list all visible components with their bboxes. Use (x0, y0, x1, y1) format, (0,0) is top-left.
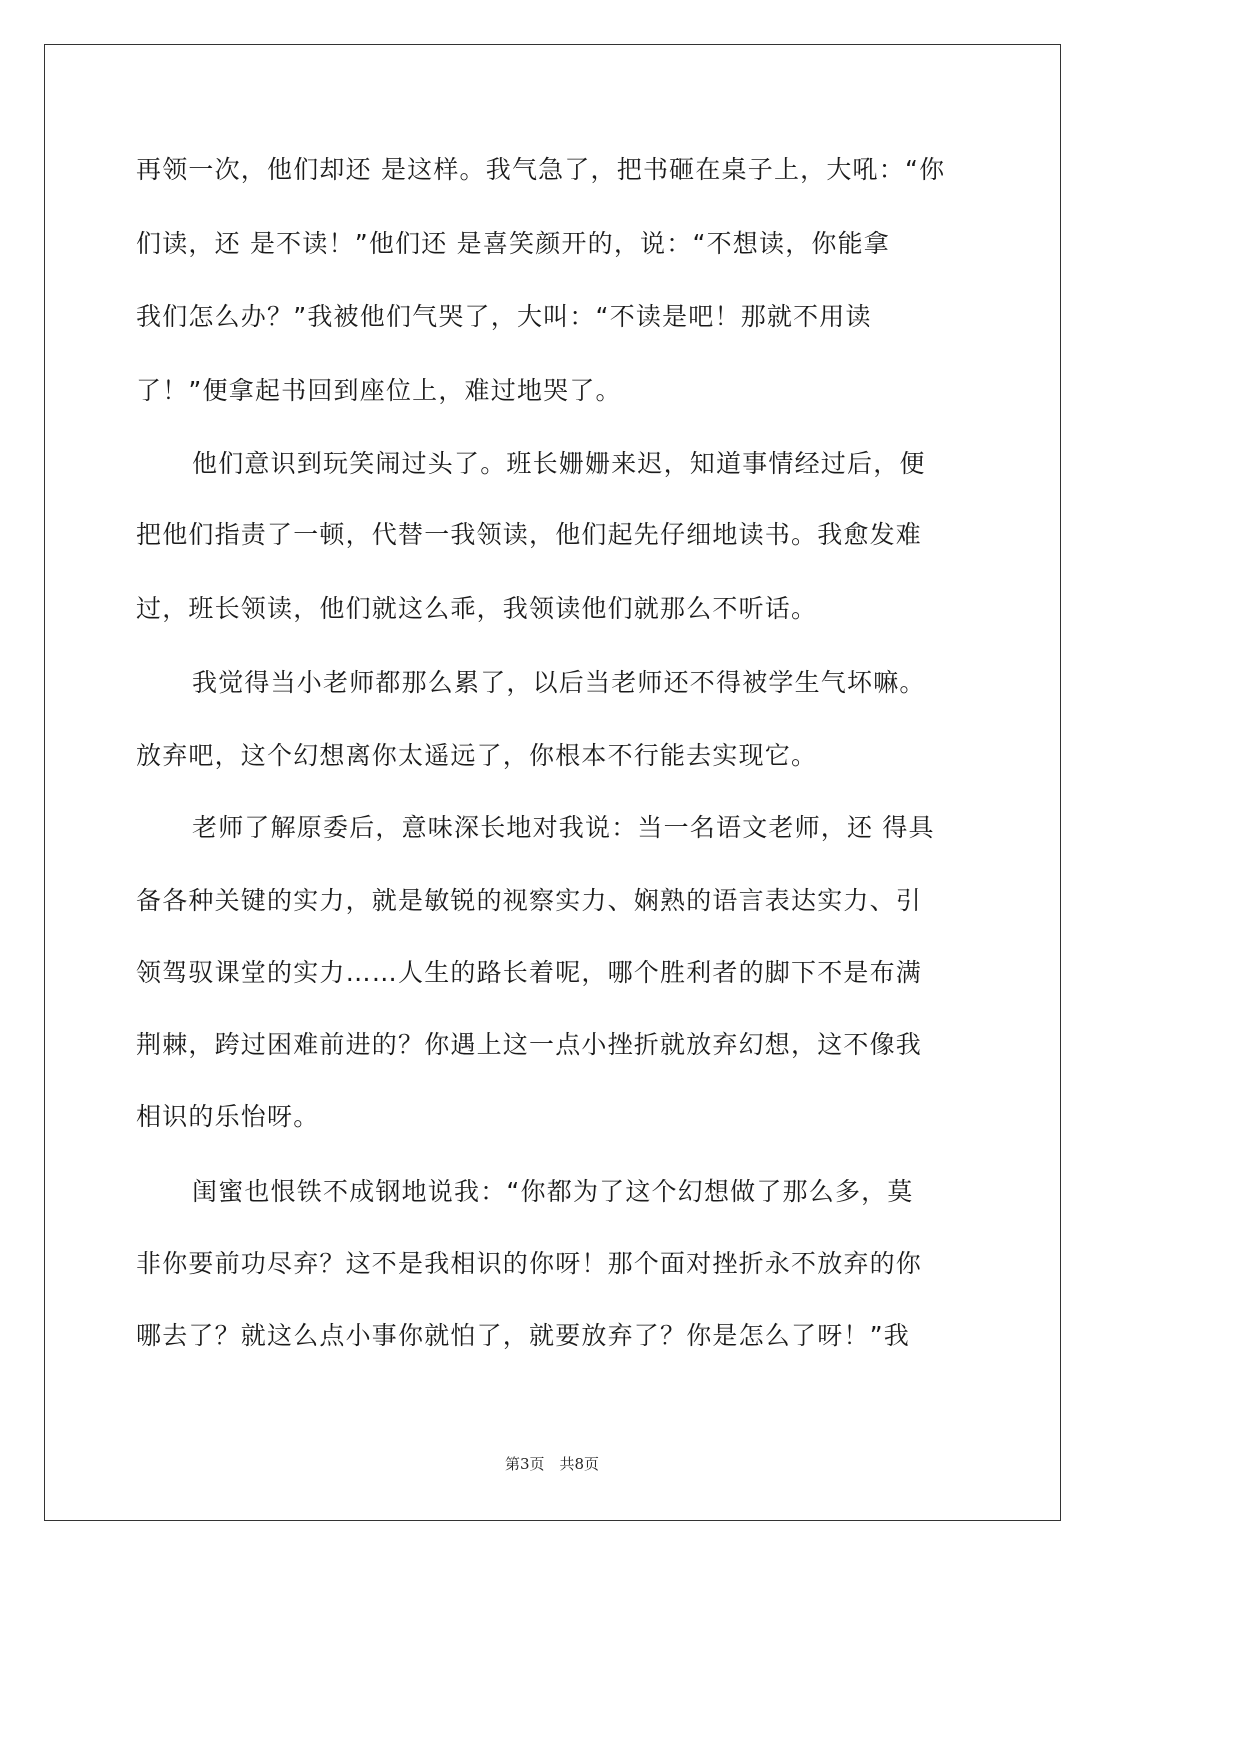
text-line: 荆棘，跨过困难前进的？你遇上这一点小挫折就放弃幻想，这不像我 (136, 1030, 923, 1059)
page-footer: 第3页 共8页 (504, 1455, 600, 1473)
text-line: 哪去了？就这么点小事你就怕了，就要放弃了？你是怎么了呀！”我 (136, 1321, 910, 1350)
text-line: 再领一次，他们却还 是这样。我气急了，把书砸在桌子上，大吼：“你 (136, 155, 946, 184)
text-line: 非你要前功尽弃？这不是我相识的你呀！那个面对挫折永不放弃的你 (136, 1249, 923, 1278)
text-line: 闺蜜也恨铁不成钢地说我：“你都为了这个幻想做了那么多，莫 (192, 1177, 914, 1206)
text-line: 放弃吧，这个幻想离你太遥远了，你根本不行能去实现它。 (136, 741, 818, 770)
text-line: 相识的乐怡呀。 (136, 1102, 320, 1131)
text-line: 我们怎么办？”我被他们气哭了，大叫：“不读是吧！那就不用读 (136, 302, 872, 331)
text-line: 过，班长领读，他们就这么乖，我领读他们就那么不听话。 (136, 594, 818, 623)
text-line: 们读，还 是不读！”他们还 是喜笑颜开的，说：“不想读，你能拿 (136, 229, 890, 258)
text-line: 他们意识到玩笑闹过头了。班长姗姗来迟，知道事情经过后，便 (192, 449, 926, 478)
text-line: 领驾驭课堂的实力……人生的路长着呢，哪个胜利者的脚下不是布满 (136, 958, 923, 987)
text-line: 了！”便拿起书回到座位上，难过地哭了。 (136, 376, 622, 405)
text-line: 把他们指责了一顿，代替一我领读，他们起先仔细地读书。我愈发难 (136, 520, 923, 549)
text-line: 备各种关键的实力，就是敏锐的视察实力、娴熟的语言表达实力、引 (136, 886, 923, 915)
text-line: 老师了解原委后，意味深长地对我说：当一名语文老师，还 得具 (192, 813, 935, 842)
page-border (44, 44, 1061, 1521)
text-line: 我觉得当小老师都那么累了，以后当老师还不得被学生气坏嘛。 (192, 668, 926, 697)
